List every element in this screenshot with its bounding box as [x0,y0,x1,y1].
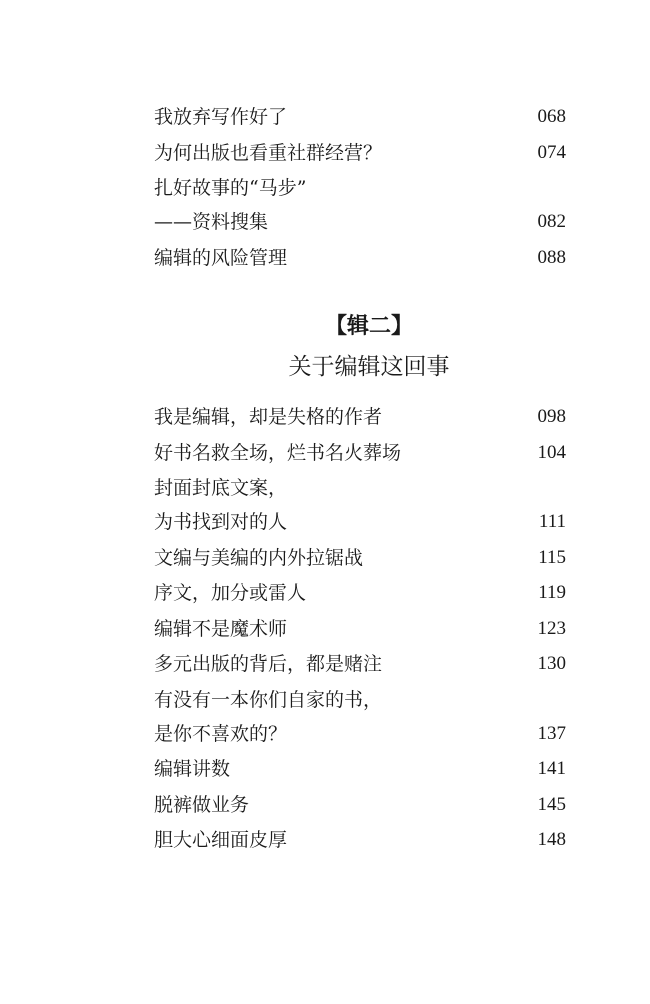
toc-entry-page-number: 104 [537,441,566,463]
toc-entry-title-line: 编辑不是魔术师 [154,617,288,640]
toc-entry-title [154,171,566,239]
toc-entry-title [154,400,566,434]
toc-entry-title-line: 是你不喜欢的？ [154,722,288,745]
toc-entry [154,436,566,470]
toc-entry [154,752,566,786]
toc-entry-title [154,436,566,470]
toc-entry-page-number: 074 [537,141,566,163]
toc-entry-title-line: 多元出版的背后，都是赌注 [154,653,383,675]
toc-entry-page-number: 145 [537,793,566,815]
toc-entry-title-line: 胆大心细面皮厚 [154,829,288,851]
toc-entry [154,100,566,134]
toc-entry-title-line: 好书名救全场，烂书名火葬场 [154,441,402,464]
toc-entry-title-line: 序文，加分或雷人 [154,582,307,604]
toc-entry-page-number: 098 [537,406,566,427]
toc-entry-title [154,647,566,681]
section-title: 关于编辑这回事 [288,354,450,380]
toc-entry [154,823,566,857]
toc-entry [154,541,566,575]
toc-entry-page-number: 082 [537,211,566,232]
toc-entry [154,171,566,239]
toc-entry-title-line: 有没有一本你们自家的书， [154,688,383,711]
toc-entry-page-number: 068 [537,106,566,127]
toc-entry-title-line: ——资料搜集 [154,211,269,233]
toc-entry-title-line: 我放弃写作好了 [154,106,288,128]
toc-entry-title [154,241,566,275]
toc-entry-title-line: 脱裤做业务 [154,793,250,816]
toc-entry-page-number: 123 [537,617,566,639]
toc-entry-title [154,471,566,539]
toc-entry-title-line: 为何出版也看重社群经营？ [154,141,383,164]
toc-entry-title [154,576,566,610]
toc-entry-page-number: 130 [537,653,566,674]
toc-entry [154,647,566,681]
toc-entry-title-line: 为书找到对的人 [154,511,288,533]
toc-entry-title [154,612,566,646]
toc-entry-title [154,100,566,134]
toc-entry-page-number: 137 [537,722,566,744]
toc-entry [154,241,566,275]
toc-entry [154,136,566,170]
toc-entry [154,400,566,434]
toc-entry-page-number: 088 [537,246,566,268]
toc-entry [154,612,566,646]
toc-entry-title [154,823,566,857]
toc-entry-page-number: 111 [538,511,566,532]
toc-entry-title [154,752,566,786]
toc-entry-title-line: 我是编辑，却是失格的作者 [154,406,383,428]
toc-list-part2 [154,400,566,859]
toc-entry-title [154,683,566,751]
section-label: 【辑二】 [324,314,413,339]
toc-entry [154,683,566,751]
toc-entry-title [154,788,566,822]
toc-entry-title-line: 编辑的风险管理 [154,246,288,269]
toc-entry-page-number: 141 [537,758,566,779]
toc-entry [154,576,566,610]
toc-entry-title-line: 扎好故事的“马步” [154,177,307,199]
toc-entry-title [154,541,566,575]
toc-entry-page-number: 119 [538,582,566,603]
toc-list-part1 [154,100,566,276]
toc-entry-title-line: 封面封底文案， [154,477,288,499]
toc-entry [154,788,566,822]
toc-entry-title-line: 文编与美编的内外拉锯战 [154,546,364,569]
toc-entry [154,471,566,539]
toc-entry-title [154,136,566,170]
toc-entry-page-number: 115 [538,546,566,568]
toc-entry-page-number: 148 [537,829,566,850]
toc-entry-title-line: 编辑讲数 [154,758,231,780]
